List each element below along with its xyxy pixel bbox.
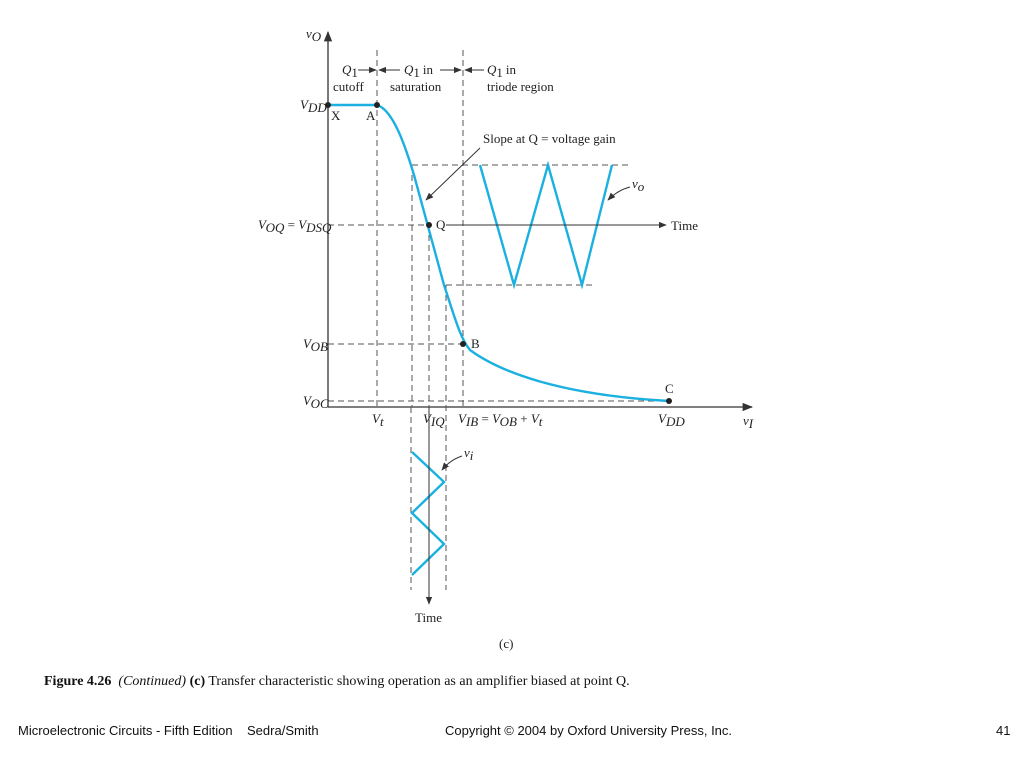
cutoff-region-text: cutoff: [333, 79, 364, 94]
point-c-label: C: [665, 381, 674, 396]
point-x-label: X: [331, 108, 341, 123]
figure-caption: [44, 674, 630, 690]
saturation-region-label: Q1 in: [404, 62, 434, 80]
point-b-label: B: [471, 336, 480, 351]
footer-book: [18, 723, 319, 738]
vi-signal-label: vi: [464, 445, 474, 463]
figure-caption-text: Transfer characteristic showing operation as an amplifier biased at point Q.: [208, 674, 630, 689]
panel-label: (c): [499, 636, 514, 651]
y-label-voc: VOC: [303, 393, 329, 411]
y-label-vdd: VDD: [300, 97, 327, 115]
x-label-vdd: VDD: [658, 411, 685, 429]
figure-continued: (Continued): [118, 674, 187, 689]
y-label-voq: VOQ = VDSQ: [258, 217, 332, 235]
triode-region-label: Q1 in: [487, 62, 517, 80]
slope-label: Slope at Q = voltage gain: [483, 131, 616, 146]
slope-pointer: [426, 148, 480, 200]
x-label-viq: VIQ: [423, 411, 445, 429]
figure-number: Figure 4.26: [44, 674, 112, 689]
x-label-vib: VIB = VOB + Vt: [458, 411, 543, 429]
time-label-down: Time: [415, 610, 442, 625]
figure-part: (c): [189, 674, 206, 689]
vo-signal-label: vo: [632, 176, 645, 194]
triode-region-text: triode region: [487, 79, 554, 94]
vo-signal-pointer: [608, 187, 630, 200]
footer-page-number: 41: [996, 723, 1011, 738]
cutoff-region-label: Q1: [342, 62, 358, 80]
point-c: [666, 398, 672, 404]
point-q: [426, 222, 432, 228]
saturation-region-text: saturation: [390, 79, 442, 94]
point-b: [460, 341, 466, 347]
footer-copyright: Copyright © 2004 by Oxford University Press, Inc.: [445, 723, 733, 738]
vi-axis-label: vI: [743, 413, 754, 431]
time-label-right: Time: [671, 218, 698, 233]
point-a-label: A: [366, 108, 376, 123]
vo-axis-label: vO: [306, 26, 322, 44]
vi-waveform: [412, 452, 444, 575]
point-q-label: Q: [436, 217, 446, 232]
transfer-curve: [328, 105, 669, 401]
footer-book-title: Microelectronic Circuits - Fifth Edition: [18, 723, 233, 738]
footer-authors: Sedra/Smith: [247, 723, 319, 738]
y-label-vob: VOB: [303, 336, 328, 354]
x-label-vt: Vt: [372, 411, 384, 429]
vi-signal-pointer: [442, 456, 462, 470]
